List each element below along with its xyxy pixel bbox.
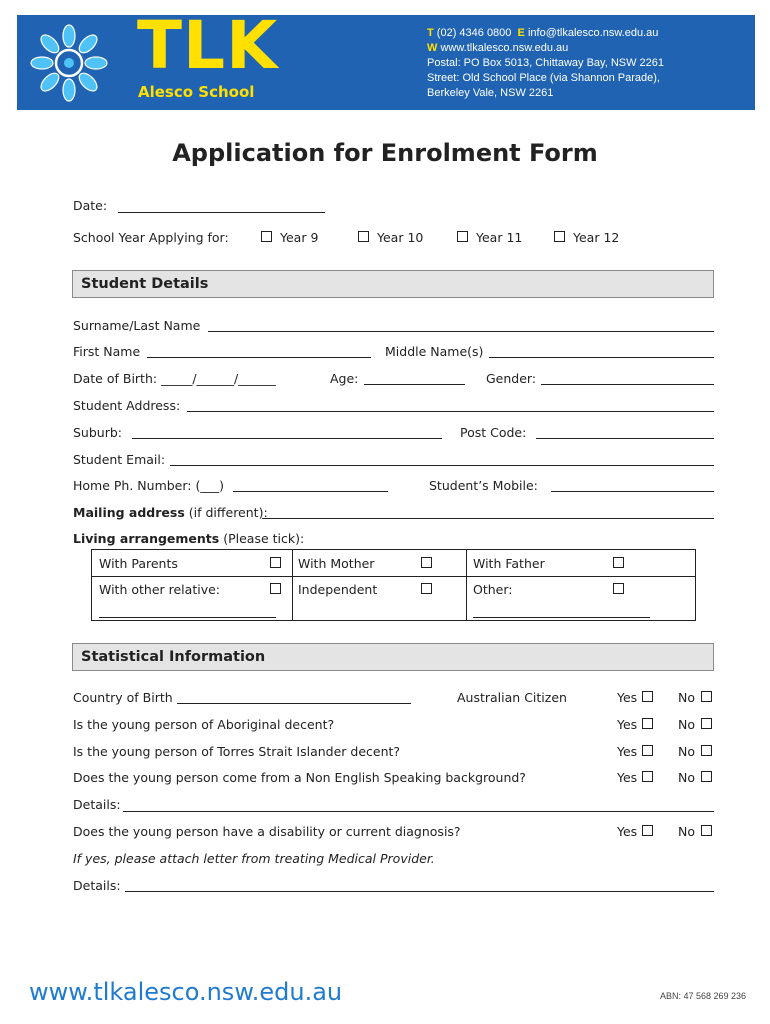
mobile-label: Student’s Mobile: [429, 478, 538, 493]
torres-no-label: No [678, 744, 695, 759]
other-field[interactable] [473, 617, 650, 618]
with-father-checkbox[interactable] [613, 557, 624, 568]
form-title: Application for Enrolment Form [172, 139, 598, 167]
torres-yes-label: Yes [617, 744, 638, 759]
date-label: Date: [73, 198, 108, 213]
torres-no-checkbox[interactable] [701, 745, 712, 756]
school-name: Alesco School [138, 83, 255, 101]
other-checkbox[interactable] [613, 583, 624, 594]
middle-names-label: Middle Name(s) [385, 344, 484, 359]
other-relative-field[interactable] [99, 617, 276, 618]
independent-label: Independent [298, 582, 378, 597]
contact-web: W www.tlkalesco.nsw.edu.au [427, 42, 569, 54]
web-link[interactable]: www.tlkalesco.nsw.edu.au [440, 42, 569, 54]
surname-label: Surname/Last Name [73, 318, 201, 333]
other-relative-checkbox[interactable] [270, 583, 281, 594]
year-12-label: Year 12 [573, 230, 620, 245]
disability-no-checkbox[interactable] [701, 825, 712, 836]
postcode-field[interactable] [536, 438, 714, 439]
citizen-yes-label: Yes [617, 690, 638, 705]
address-field[interactable] [187, 411, 714, 412]
disability-no-label: No [678, 824, 695, 839]
details-label: Details: [73, 797, 121, 812]
nesb-no-label: No [678, 770, 695, 785]
year-11-label: Year 11 [476, 230, 523, 245]
citizen-label: Australian Citizen [457, 690, 567, 705]
with-mother-label: With Mother [298, 556, 375, 571]
torres-question: Is the young person of Torres Strait Islander decent? [73, 744, 401, 759]
disability-yes-checkbox[interactable] [642, 825, 653, 836]
year-12-checkbox[interactable] [554, 231, 565, 242]
contact-street-2: Berkeley Vale, NSW 2261 [427, 87, 554, 99]
aboriginal-yes-label: Yes [617, 717, 638, 732]
mobile-field[interactable] [551, 491, 714, 492]
country-label: Country of Birth [73, 690, 173, 705]
aboriginal-question: Is the young person of Aboriginal decent? [73, 717, 335, 732]
year-9-checkbox[interactable] [261, 231, 272, 242]
email-link[interactable]: info@tlkalesco.nsw.edu.au [527, 27, 659, 39]
contact-postal: Postal: PO Box 5013, Chittaway Bay, NSW 2261 [427, 57, 665, 69]
aboriginal-no-label: No [678, 717, 695, 732]
mailing-label: Mailing address (if different): [73, 505, 268, 520]
disability-question: Does the young person have a disability or current diagnosis? [73, 824, 461, 839]
footer-website-link[interactable]: www.tlkalesco.nsw.edu.au [29, 978, 343, 1006]
address-label: Student Address: [73, 398, 181, 413]
nesb-yes-label: Yes [617, 770, 638, 785]
suburb-field[interactable] [132, 438, 442, 439]
country-field[interactable] [177, 703, 411, 704]
nesb-no-checkbox[interactable] [701, 771, 712, 782]
home-phone-label: Home Ph. Number: (___) [73, 478, 224, 493]
date-field[interactable] [118, 212, 325, 213]
aboriginal-yes-checkbox[interactable] [642, 718, 653, 729]
sun-logo-icon [27, 21, 111, 105]
living-label: Living arrangements (Please tick): [73, 531, 305, 546]
phone-text: (02) 4346 0800 [436, 27, 512, 39]
contact-phone-email: T (02) 4346 0800 E info@tlkalesco.nsw.edu.au [427, 27, 659, 39]
nesb-yes-checkbox[interactable] [642, 771, 653, 782]
home-phone-field[interactable] [233, 491, 388, 492]
details-2-label: Details: [73, 878, 121, 893]
other-relative-label: With other relative: [99, 582, 220, 597]
postcode-label: Post Code: [460, 425, 527, 440]
year-9-label: Year 9 [280, 230, 319, 245]
suburb-label: Suburb: [73, 425, 122, 440]
year-10-label: Year 10 [377, 230, 424, 245]
email-field[interactable] [170, 465, 714, 466]
disability-yes-label: Yes [617, 824, 638, 839]
with-father-label: With Father [473, 556, 545, 571]
student-details-header [72, 270, 714, 298]
aboriginal-no-checkbox[interactable] [701, 718, 712, 729]
email-label: Student Email: [73, 452, 166, 467]
year-11-checkbox[interactable] [457, 231, 468, 242]
nesb-question: Does the young person come from a Non English Speaking background? [73, 770, 526, 785]
abn-number: ABN: 47 568 269 236 [660, 991, 747, 1001]
first-name-field[interactable] [147, 357, 371, 358]
torres-yes-checkbox[interactable] [642, 745, 653, 756]
year-10-checkbox[interactable] [358, 231, 369, 242]
independent-checkbox[interactable] [421, 583, 432, 594]
section-title: Student Details [81, 276, 209, 292]
citizen-no-checkbox[interactable] [701, 691, 712, 702]
citizen-yes-checkbox[interactable] [642, 691, 653, 702]
first-name-label: First Name [73, 344, 141, 359]
with-parents-checkbox[interactable] [270, 557, 281, 568]
with-parents-label: With Parents [99, 556, 178, 571]
section-title: Statistical Information [81, 649, 266, 665]
citizen-no-label: No [678, 690, 695, 705]
attach-note: If yes, please attach letter from treating Medical Provider. [73, 851, 435, 866]
mailing-field[interactable] [262, 518, 714, 519]
middle-names-field[interactable] [489, 357, 714, 358]
contact-street: Street: Old School Place (via Shannon Parade), [427, 72, 660, 84]
dob-field[interactable]: Date of Birth: _____/______/______ [73, 371, 276, 386]
statistical-info-header [72, 643, 714, 671]
surname-field[interactable] [208, 331, 714, 332]
living-arrangements-table [91, 549, 696, 621]
logo-wordmark: TLK [137, 7, 279, 84]
header-banner [17, 7, 755, 110]
age-label: Age: [330, 371, 359, 386]
year-label: School Year Applying for: [73, 230, 229, 245]
other-label: Other: [473, 582, 513, 597]
gender-field[interactable] [541, 384, 714, 385]
age-field[interactable] [364, 384, 465, 385]
details-field[interactable] [123, 811, 714, 812]
details-2-field[interactable] [125, 891, 714, 892]
with-mother-checkbox[interactable] [421, 557, 432, 568]
gender-label: Gender: [486, 371, 537, 386]
